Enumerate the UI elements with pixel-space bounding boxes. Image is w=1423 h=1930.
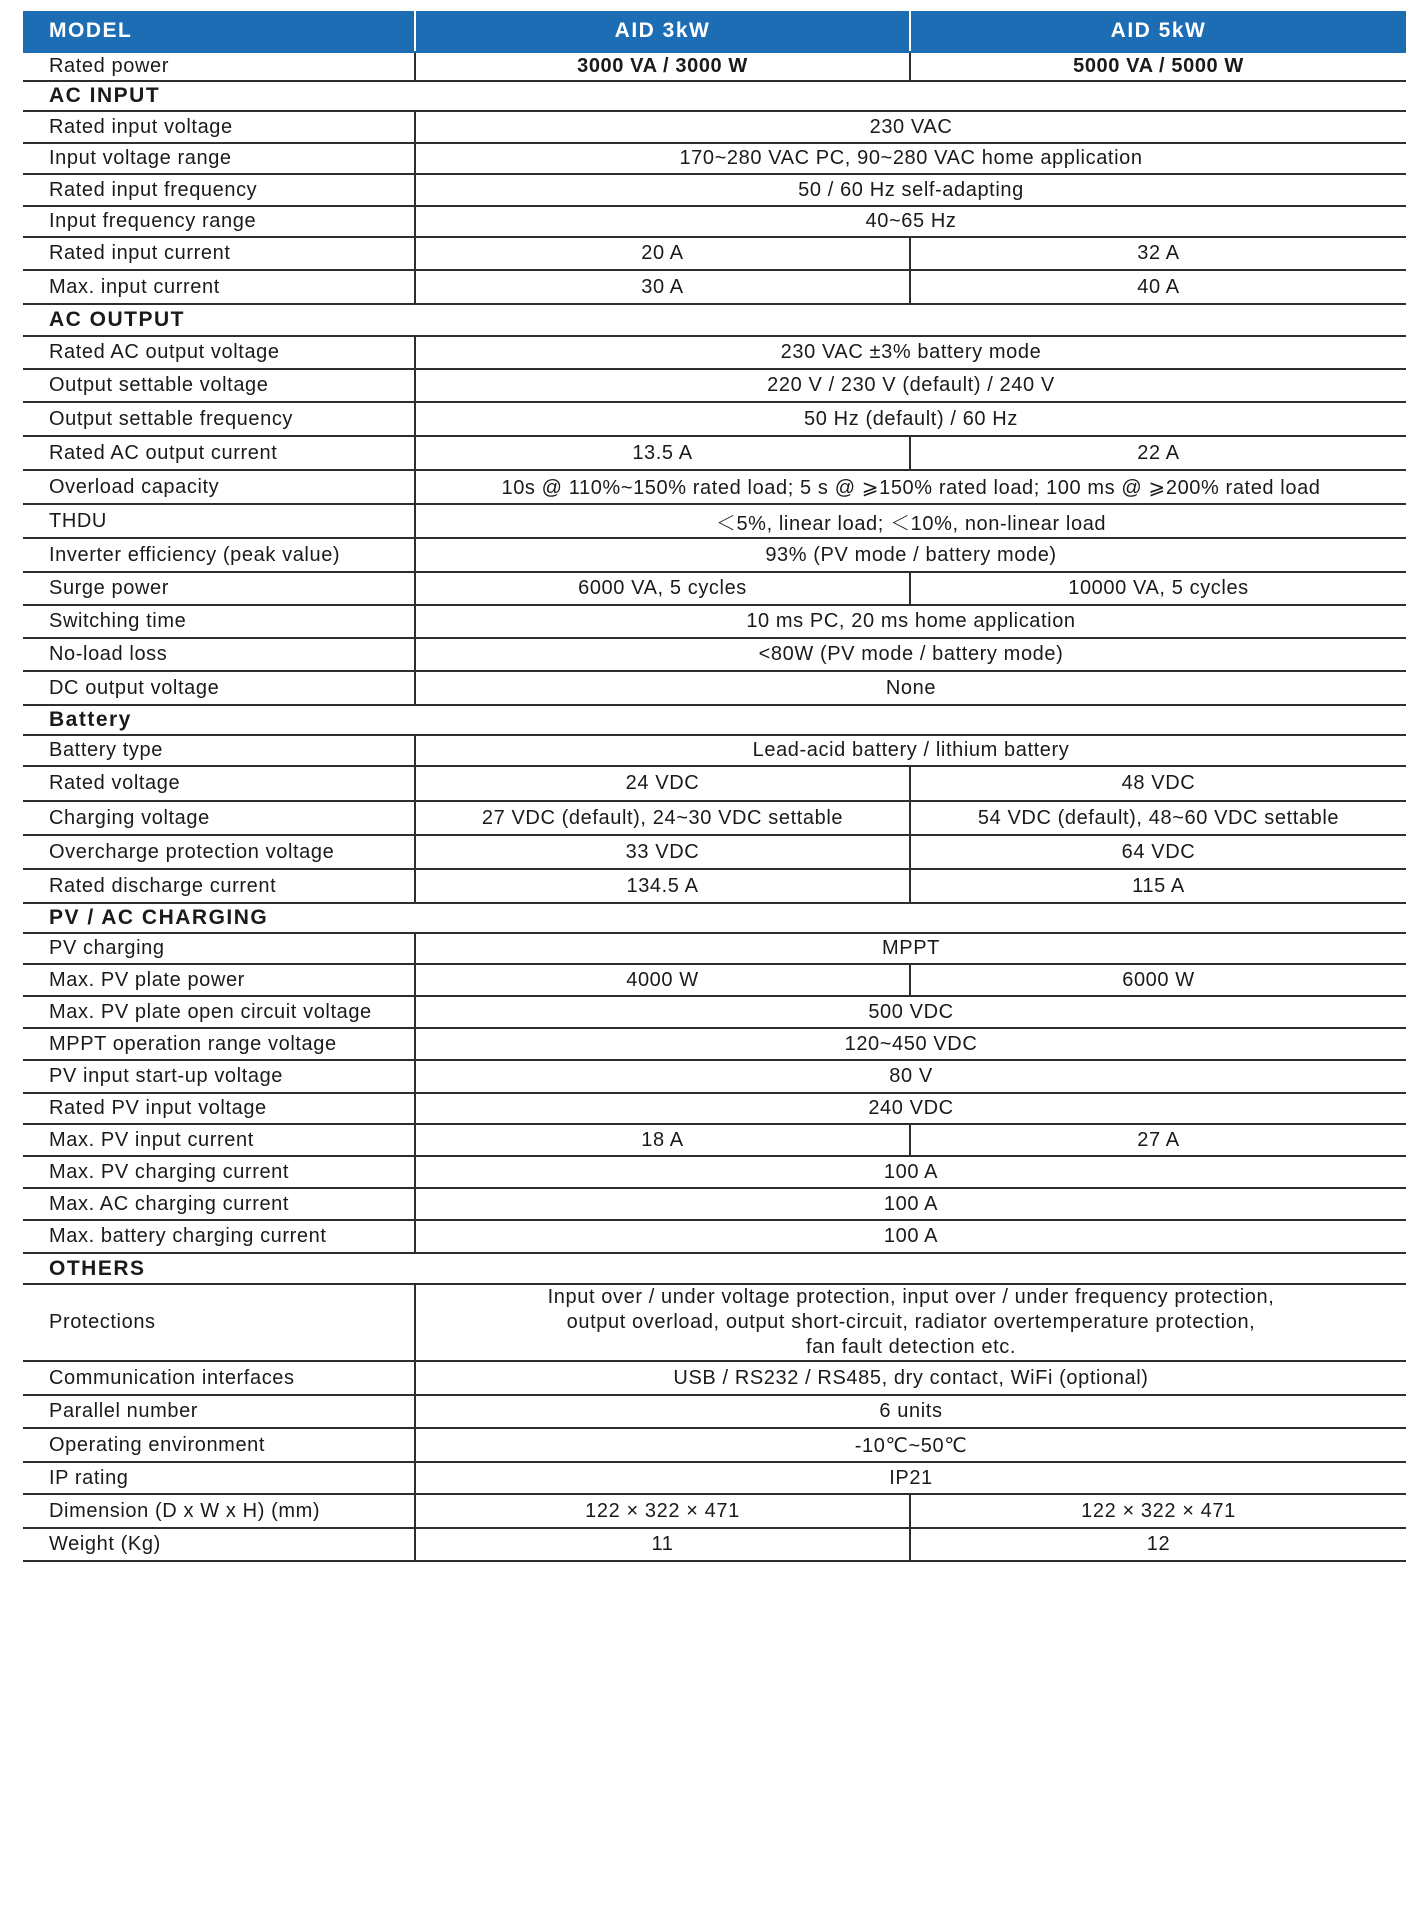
row-label: Max. PV plate power <box>23 964 415 996</box>
spec-row <box>23 1284 1406 1361</box>
rated-power-row <box>23 52 1406 81</box>
row-value: 50 / 60 Hz self-adapting <box>415 174 1406 206</box>
row-label: MPPT operation range voltage <box>23 1028 415 1060</box>
spec-row <box>23 143 1406 174</box>
spec-row <box>23 237 1406 270</box>
spec-table <box>23 11 1406 1562</box>
row-label: Charging voltage <box>23 801 415 835</box>
row-label: Parallel number <box>23 1395 415 1428</box>
spec-row <box>23 1361 1406 1395</box>
row-value: <80W (PV mode / battery mode) <box>415 638 1406 671</box>
row-value: 120~450 VDC <box>415 1028 1406 1060</box>
row-label: Protections <box>23 1284 415 1361</box>
row-value: 6000 VA, 5 cycles <box>415 572 910 605</box>
spec-row <box>23 605 1406 638</box>
spec-row <box>23 206 1406 237</box>
spec-row <box>23 504 1406 538</box>
row-value: -10℃~50℃ <box>415 1428 1406 1462</box>
row-value: 93% (PV mode / battery mode) <box>415 538 1406 572</box>
spec-row <box>23 1093 1406 1124</box>
row-value: 24 VDC <box>415 766 910 801</box>
section-header-row <box>23 81 1406 111</box>
spec-row <box>23 766 1406 801</box>
row-label: Rated PV input voltage <box>23 1093 415 1124</box>
spec-row <box>23 572 1406 605</box>
row-value: 30 A <box>415 270 910 304</box>
row-value: 5000 VA / 5000 W <box>910 52 1406 81</box>
row-value: 48 VDC <box>910 766 1406 801</box>
row-value: IP21 <box>415 1462 1406 1494</box>
row-label: Overcharge protection voltage <box>23 835 415 869</box>
row-label: Max. input current <box>23 270 415 304</box>
spec-row <box>23 801 1406 835</box>
row-value: 100 A <box>415 1188 1406 1220</box>
spec-row <box>23 638 1406 671</box>
row-value: 122 × 322 × 471 <box>910 1494 1406 1528</box>
row-value: 6000 W <box>910 964 1406 996</box>
row-label: Rated discharge current <box>23 869 415 903</box>
row-label: Battery type <box>23 735 415 766</box>
row-value: 240 VDC <box>415 1093 1406 1124</box>
row-label: Output settable voltage <box>23 369 415 402</box>
section-header-row <box>23 304 1406 336</box>
header-model-aid-3kw: AID 3kW <box>415 11 910 52</box>
row-value: None <box>415 671 1406 705</box>
spec-row <box>23 1028 1406 1060</box>
section-title: AC INPUT <box>23 81 1406 111</box>
spec-row <box>23 336 1406 369</box>
spec-row <box>23 1462 1406 1494</box>
row-label: Max. PV input current <box>23 1124 415 1156</box>
row-value: ＜5%, linear load; ＜10%, non-linear load <box>415 504 1406 538</box>
row-label: Rated power <box>23 52 415 81</box>
row-value: 6 units <box>415 1395 1406 1428</box>
row-label: Input voltage range <box>23 143 415 174</box>
row-value: 20 A <box>415 237 910 270</box>
row-value: MPPT <box>415 933 1406 964</box>
row-value: 220 V / 230 V (default) / 240 V <box>415 369 1406 402</box>
row-label: Input frequency range <box>23 206 415 237</box>
row-label: Operating environment <box>23 1428 415 1462</box>
row-value: 32 A <box>910 237 1406 270</box>
section-title: PV / AC CHARGING <box>23 903 1406 933</box>
spec-row <box>23 1428 1406 1462</box>
row-value: 80 V <box>415 1060 1406 1093</box>
spec-row <box>23 835 1406 869</box>
row-label: Max. AC charging current <box>23 1188 415 1220</box>
spec-row <box>23 735 1406 766</box>
row-label: DC output voltage <box>23 671 415 705</box>
row-value: 3000 VA / 3000 W <box>415 52 910 81</box>
row-value: 64 VDC <box>910 835 1406 869</box>
section-title: Battery <box>23 705 1406 735</box>
row-value: 230 VAC <box>415 111 1406 143</box>
section-title: OTHERS <box>23 1253 1406 1284</box>
header-model-label: MODEL <box>23 11 415 52</box>
row-label: Switching time <box>23 605 415 638</box>
spec-row <box>23 964 1406 996</box>
spec-row <box>23 1395 1406 1428</box>
spec-row <box>23 436 1406 470</box>
spec-row <box>23 1156 1406 1188</box>
row-label: Inverter efficiency (peak value) <box>23 538 415 572</box>
spec-row <box>23 402 1406 436</box>
row-value: 134.5 A <box>415 869 910 903</box>
row-label: IP rating <box>23 1462 415 1494</box>
row-label: Max. battery charging current <box>23 1220 415 1253</box>
spec-row <box>23 270 1406 304</box>
row-value: 12 <box>910 1528 1406 1561</box>
section-header-row <box>23 903 1406 933</box>
spec-row <box>23 933 1406 964</box>
spec-row <box>23 1220 1406 1253</box>
row-value: 500 VDC <box>415 996 1406 1028</box>
row-value: 18 A <box>415 1124 910 1156</box>
row-value: 122 × 322 × 471 <box>415 1494 910 1528</box>
header-model-aid-5kw: AID 5kW <box>910 11 1406 52</box>
row-label: Rated input frequency <box>23 174 415 206</box>
row-label: Weight (Kg) <box>23 1528 415 1561</box>
row-label: Rated input voltage <box>23 111 415 143</box>
row-value: 100 A <box>415 1220 1406 1253</box>
row-label: Max. PV charging current <box>23 1156 415 1188</box>
section-header-row <box>23 1253 1406 1284</box>
section-header-row <box>23 705 1406 735</box>
row-value: 11 <box>415 1528 910 1561</box>
row-value: 54 VDC (default), 48~60 VDC settable <box>910 801 1406 835</box>
row-value: 10 ms PC, 20 ms home application <box>415 605 1406 638</box>
spec-row <box>23 671 1406 705</box>
spec-row <box>23 869 1406 903</box>
row-label: Dimension (D x W x H) (mm) <box>23 1494 415 1528</box>
row-label: PV input start-up voltage <box>23 1060 415 1093</box>
row-value: 13.5 A <box>415 436 910 470</box>
row-value: 40~65 Hz <box>415 206 1406 237</box>
row-label: Communication interfaces <box>23 1361 415 1395</box>
row-value: 230 VAC ±3% battery mode <box>415 336 1406 369</box>
spec-row <box>23 1188 1406 1220</box>
row-value: Input over / under voltage protection, input over / under frequency protection, output overload, output short-circuit, radiator overtemperature protection, fan fault detection etc. <box>415 1284 1406 1361</box>
row-value: 33 VDC <box>415 835 910 869</box>
row-value: 40 A <box>910 270 1406 304</box>
row-value: 22 A <box>910 436 1406 470</box>
row-value: 4000 W <box>415 964 910 996</box>
spec-row <box>23 1494 1406 1528</box>
spec-row <box>23 174 1406 206</box>
row-label: No-load loss <box>23 638 415 671</box>
row-label: Max. PV plate open circuit voltage <box>23 996 415 1028</box>
table-header-row <box>23 11 1406 52</box>
row-value: 100 A <box>415 1156 1406 1188</box>
row-value: Lead-acid battery / lithium battery <box>415 735 1406 766</box>
spec-row <box>23 538 1406 572</box>
row-label: Rated AC output voltage <box>23 336 415 369</box>
row-label: Overload capacity <box>23 470 415 504</box>
row-value: 10000 VA, 5 cycles <box>910 572 1406 605</box>
row-label: PV charging <box>23 933 415 964</box>
row-label: Rated voltage <box>23 766 415 801</box>
row-label: THDU <box>23 504 415 538</box>
section-title: AC OUTPUT <box>23 304 1406 336</box>
row-label: Surge power <box>23 572 415 605</box>
spec-row <box>23 996 1406 1028</box>
row-value: 50 Hz (default) / 60 Hz <box>415 402 1406 436</box>
row-value: 27 VDC (default), 24~30 VDC settable <box>415 801 910 835</box>
row-value: 10s @ 110%~150% rated load; 5 s @ ⩾150% rated load; 100 ms @ ⩾200% rated load <box>415 470 1406 504</box>
row-value: 115 A <box>910 869 1406 903</box>
spec-row <box>23 369 1406 402</box>
spec-row <box>23 470 1406 504</box>
row-value: 27 A <box>910 1124 1406 1156</box>
spec-row <box>23 1124 1406 1156</box>
row-label: Rated input current <box>23 237 415 270</box>
row-value: USB / RS232 / RS485, dry contact, WiFi (optional) <box>415 1361 1406 1395</box>
row-label: Output settable frequency <box>23 402 415 436</box>
spec-row <box>23 111 1406 143</box>
spec-row <box>23 1060 1406 1093</box>
row-label: Rated AC output current <box>23 436 415 470</box>
row-value: 170~280 VAC PC, 90~280 VAC home application <box>415 143 1406 174</box>
spec-row <box>23 1528 1406 1561</box>
